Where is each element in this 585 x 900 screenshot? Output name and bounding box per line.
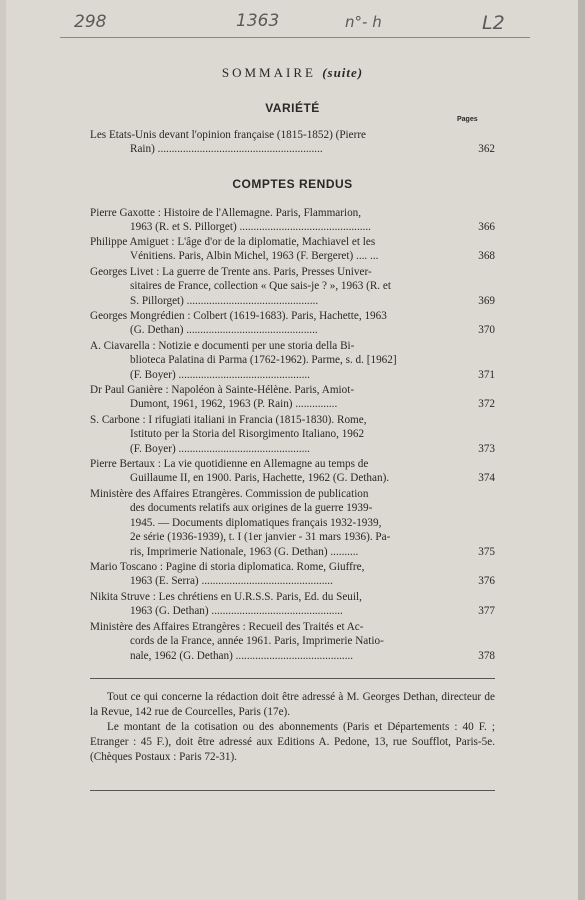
compte-rendu-entry: [90, 206, 495, 235]
entry-line: Les Etats-Unis devant l'opinion française (1815-1852) (Pierre: [90, 129, 367, 141]
entry-text: Vénitiens. Paris, Albin Michel, 1963 (F. Bergeret) .... ...: [130, 250, 379, 263]
entry-line: Ministère des Affaires Etrangères. Commission de publication: [90, 488, 369, 500]
entry-text: ris, Imprimerie Nationale, 1963 (G. Dethan) ..........: [130, 545, 359, 558]
footer-paragraph-redaction: Tout ce qui concerne la rédaction doit être adressé à M. Georges Dethan, directeur de la Revue, 142 rue de Courcelles, Paris (17e).: [90, 691, 495, 718]
handwritten-note-b: 1363: [236, 11, 280, 31]
entry-line: Georges Livet : La guerre de Trente ans. Paris, Presses Univer-: [90, 266, 372, 278]
entry-text: 1963 (R. et S. Pillorget) ...............................................: [130, 221, 371, 234]
entry-page-number: 370: [478, 324, 495, 337]
entry-text: (G. Dethan) ...............................................: [130, 324, 318, 337]
entry-line: des documents relatifs aux origines de la guerre 1939-: [130, 502, 373, 515]
compte-rendu-entry: [90, 235, 495, 264]
comptes-rendus-heading: COMPTES RENDUS: [232, 177, 353, 191]
pages-column-label: Pages: [457, 116, 478, 123]
compte-rendu-entry: [90, 383, 495, 412]
entry-line: Philippe Amiguet : L'âge d'or de la diplomatie, Machiavel et les: [90, 236, 376, 248]
entry-text: 1963 (E. Serra) ...............................................: [130, 575, 333, 588]
entry-line: 1945. — Documents diplomatiques français 1932-1939,: [130, 516, 382, 529]
entry-page-number: 362: [478, 143, 495, 156]
entry-line: Mario Toscano : Pagine di storia diplomatica. Rome, Giuffre,: [90, 561, 365, 573]
entry-page-number: 376: [478, 575, 495, 588]
entry-last-line: [90, 142, 495, 156]
entry-last-line: [90, 545, 495, 559]
entry-page-number: 375: [478, 545, 495, 558]
compte-rendu-entry: [90, 413, 495, 456]
compte-rendu-entry: [90, 590, 495, 619]
entry-page-number: 374: [478, 472, 495, 485]
entry-line: Istituto per la Storia del Risorgimento Italiano, 1962: [130, 428, 365, 441]
entry-text: (F. Boyer) ...............................................: [130, 442, 310, 455]
handwritten-underline: [60, 37, 530, 38]
entry-last-line: [90, 471, 495, 485]
entry-text: nale, 1962 (G. Dethan) ..........................................: [130, 649, 354, 662]
entry-page-number: 368: [478, 250, 495, 263]
entry-text: Guillaume II, en 1900. Paris, Hachette, 1962 (G. Dethan).: [130, 472, 390, 485]
entry-page-number: 371: [478, 368, 495, 381]
compte-rendu-entry: [90, 560, 495, 589]
entry-last-line: [90, 249, 495, 263]
entry-text: (F. Boyer) ...............................................: [130, 368, 310, 381]
compte-rendu-entry: [90, 620, 495, 663]
entry-line: A. Ciavarella : Notizie e documenti per une storia della Bi-: [90, 340, 355, 352]
footer-paragraph-abonnements: Le montant de la cotisation ou des abonnements (Paris et Départements : 40 F. ; Etranger : 45 F.), doit être adressé aux Editions A. Pedone, 13, rue Soufflot, Paris-5e. (Chèques Postaux : Paris 72-31).: [90, 721, 495, 763]
sommaire-heading: [0, 65, 585, 81]
entry-page-number: 373: [478, 442, 495, 455]
entry-text: Rain) ...........................................................: [130, 143, 323, 156]
page-edge: [578, 0, 585, 900]
entry-line: Georges Mongrédien : Colbert (1619-1683). Paris, Hachette, 1963: [90, 310, 387, 322]
entry-last-line: [90, 574, 495, 588]
sommaire-title: SOMMAIRE: [221, 65, 316, 80]
entry-text: Dumont, 1961, 1962, 1963 (P. Rain) ...............: [130, 398, 338, 411]
sommaire-suite: (suite): [322, 65, 364, 80]
entry-page-number: 366: [478, 221, 495, 234]
compte-rendu-entry: [90, 265, 495, 308]
entry-line: Dr Paul Ganière : Napoléon à Sainte-Hélène. Paris, Amiot-: [90, 384, 355, 396]
entry-text: S. Pillorget) ...............................................: [130, 294, 319, 307]
entry-line: S. Carbone : I rifugiati italiani in Francia (1815-1830). Rome,: [90, 414, 367, 426]
entry-line: 2e série (1936-1939), t. I (1er janvier - 31 mars 1936). Pa-: [130, 531, 391, 544]
entry-page-number: 378: [478, 649, 495, 662]
handwritten-note-c: n°- h: [345, 13, 382, 31]
entry-page-number: 377: [478, 605, 495, 618]
entry-line: Nikita Struve : Les chrétiens en U.R.S.S. Paris, Ed. du Seuil,: [90, 591, 362, 603]
divider-bottom: [90, 790, 495, 791]
entry-last-line: [90, 649, 495, 663]
entry-line: Pierre Gaxotte : Histoire de l'Allemagne. Paris, Flammarion,: [90, 207, 362, 219]
entry-last-line: [90, 397, 495, 411]
handwritten-note-a: 298: [74, 12, 107, 32]
entry-text: 1963 (G. Dethan) ...............................................: [130, 605, 343, 618]
compte-rendu-entry: [90, 487, 495, 559]
compte-rendu-entry: [90, 457, 495, 486]
entry-line: cords de la France, année 1961. Paris, Imprimerie Natio-: [130, 635, 384, 648]
entry-last-line: [90, 604, 495, 618]
entry-last-line: [90, 323, 495, 337]
entry-last-line: [90, 294, 495, 308]
handwritten-note-d: L2: [482, 12, 505, 34]
entry-line: sitaires de France, collection « Que sais-je ? », 1963 (R. et: [130, 280, 391, 293]
entry-page-number: 372: [478, 398, 495, 411]
entry-last-line: [90, 368, 495, 382]
entry-line: Ministère des Affaires Etrangères : Recueil des Traités et Ac-: [90, 621, 364, 633]
compte-rendu-entry: [90, 339, 495, 382]
divider-top: [90, 678, 495, 679]
entry-last-line: [90, 220, 495, 234]
variete-heading: VARIÉTÉ: [265, 101, 320, 115]
footer-notice: [90, 690, 495, 765]
entry-line: Pierre Bertaux : La vie quotidienne en Allemagne au temps de: [90, 458, 369, 470]
variete-entry: [90, 128, 495, 157]
entry-line: blioteca Palatina di Parma (1762-1962). Parme, s. d. [1962]: [130, 354, 397, 367]
entry-last-line: [90, 442, 495, 456]
compte-rendu-entry: [90, 309, 495, 338]
entry-page-number: 369: [478, 294, 495, 307]
